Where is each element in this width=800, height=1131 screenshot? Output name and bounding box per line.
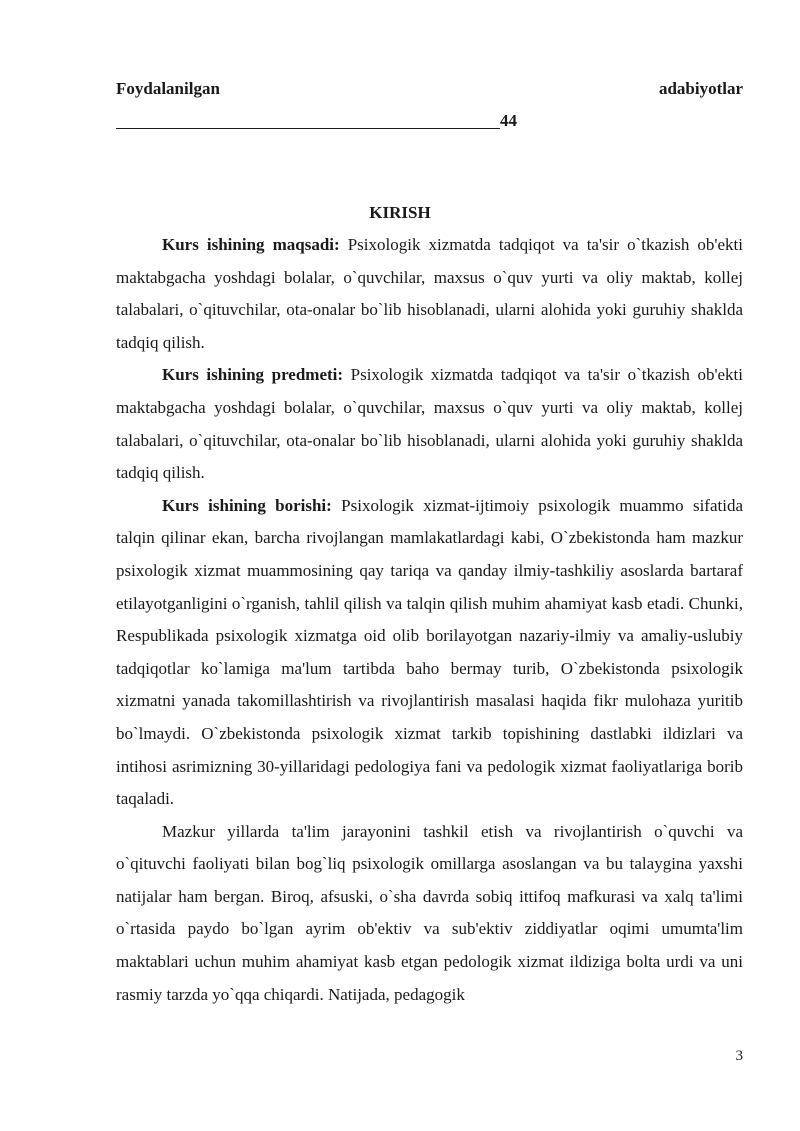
section-heading: KIRISH [369,203,431,222]
paragraph-lead: Kurs ishining borishi: [162,495,332,515]
toc-entry-title-right: adabiyotlar [658,79,743,98]
paragraph-lead: Kurs ishining maqsadi: [162,235,340,254]
toc-entry [116,78,743,132]
paragraph-text: Psixologik xizmatda tadqiqot va ta'sir o`tkazish ob'ekti maktabgacha yoshdagi bolalar, o`quvchilar, maxsus o`quv yurti va oliy maktab, kollej talabalari, o`qituvchilar, ota-onalar bo`lib hisoblanadi, ularni alohida yoki guruhiy shaklda tadqiq qilish. [116,235,743,352]
paragraph-lead: Kurs ishining predmeti: [162,365,344,385]
paragraph-progress [116,490,743,816]
toc-entry-leader-line [116,110,743,132]
body-text [116,229,743,1011]
toc-leader [116,128,500,129]
toc-entry-title-left: Foydalanilgan [116,79,220,98]
paragraph-purpose [116,229,743,359]
page-number: 3 [735,1048,743,1064]
paragraph-text: Mazkur yillarda ta'lim jarayonini tashkil etish va rivojlantirish o`quvchi va o`qituvchi faoliyati bilan bog`liq psixologik omillarga asoslangan va bu talaygina yaxshi natijalar ham bergan. Biroq, afsuski, o`sha davrda sobiq ittifoq mafkurasi va xalq ta'limi o`rtasida paydo bo`lgan ayrim ob'ektiv va sub'ektiv ziddiyatlar oqimi umumta'lim maktablari uchun muhim ahamiyat kasb etgan pedologik xizmat ildiziga bolta urdi va uni rasmiy tarzda yo`qqa chiqardi. Natijada, pedagogik [116,821,743,1004]
paragraph-text: Psixologik xizmat-ijtimoiy psixologik muammo sifatida talqin qilinar ekan, barcha rivojlangan mamlakatlardagi kabi, O`zbekistonda ham mazkur psixologik xizmat muammosining qay tariqa va qanday ilmiy-tashkiliy asoslarda bartaraf etilayotganligini o`rganish, tahlil qilish va talqin qilish muhim ahamiyat kasb etadi. Chunki, Respublikada psixologik xizmatga oid olib borilayotgan nazariy-ilmiy va amaliy-uslubiy tadqiqotlar ko`lamiga ma'lum tartibda baho bermay turib, O`zbekistonda psixologik xizmatni yanada takomillashtirish va rivojlantirish masalasi haqida fikr mulohaza yuritib bo`lmaydi. O`zbekistonda psixologik xizmat tarkib topishining dastlabki ildizlari va intihosi asrimizning 30-yillaridagi pedologiya fani va pedologik xizmat faoliyatlariga borib taqaladi. [116,495,743,809]
paragraph-text: Psixologik xizmatda tadqiqot va ta'sir o`tkazish ob'ekti maktabgacha yoshdagi bolalar, o`quvchilar, maxsus o`quv yurti va oliy maktab, kollej talabalari, o`qituvchilar, ota-onalar bo`lib hisoblanadi, ularni alohida yoki guruhiy shaklda tadqiq qilish. [116,365,743,483]
paragraph-subject [116,359,743,489]
paragraph-history [116,816,743,1012]
toc-entry-page: 44 [500,111,517,130]
toc-entry-title [116,78,743,100]
